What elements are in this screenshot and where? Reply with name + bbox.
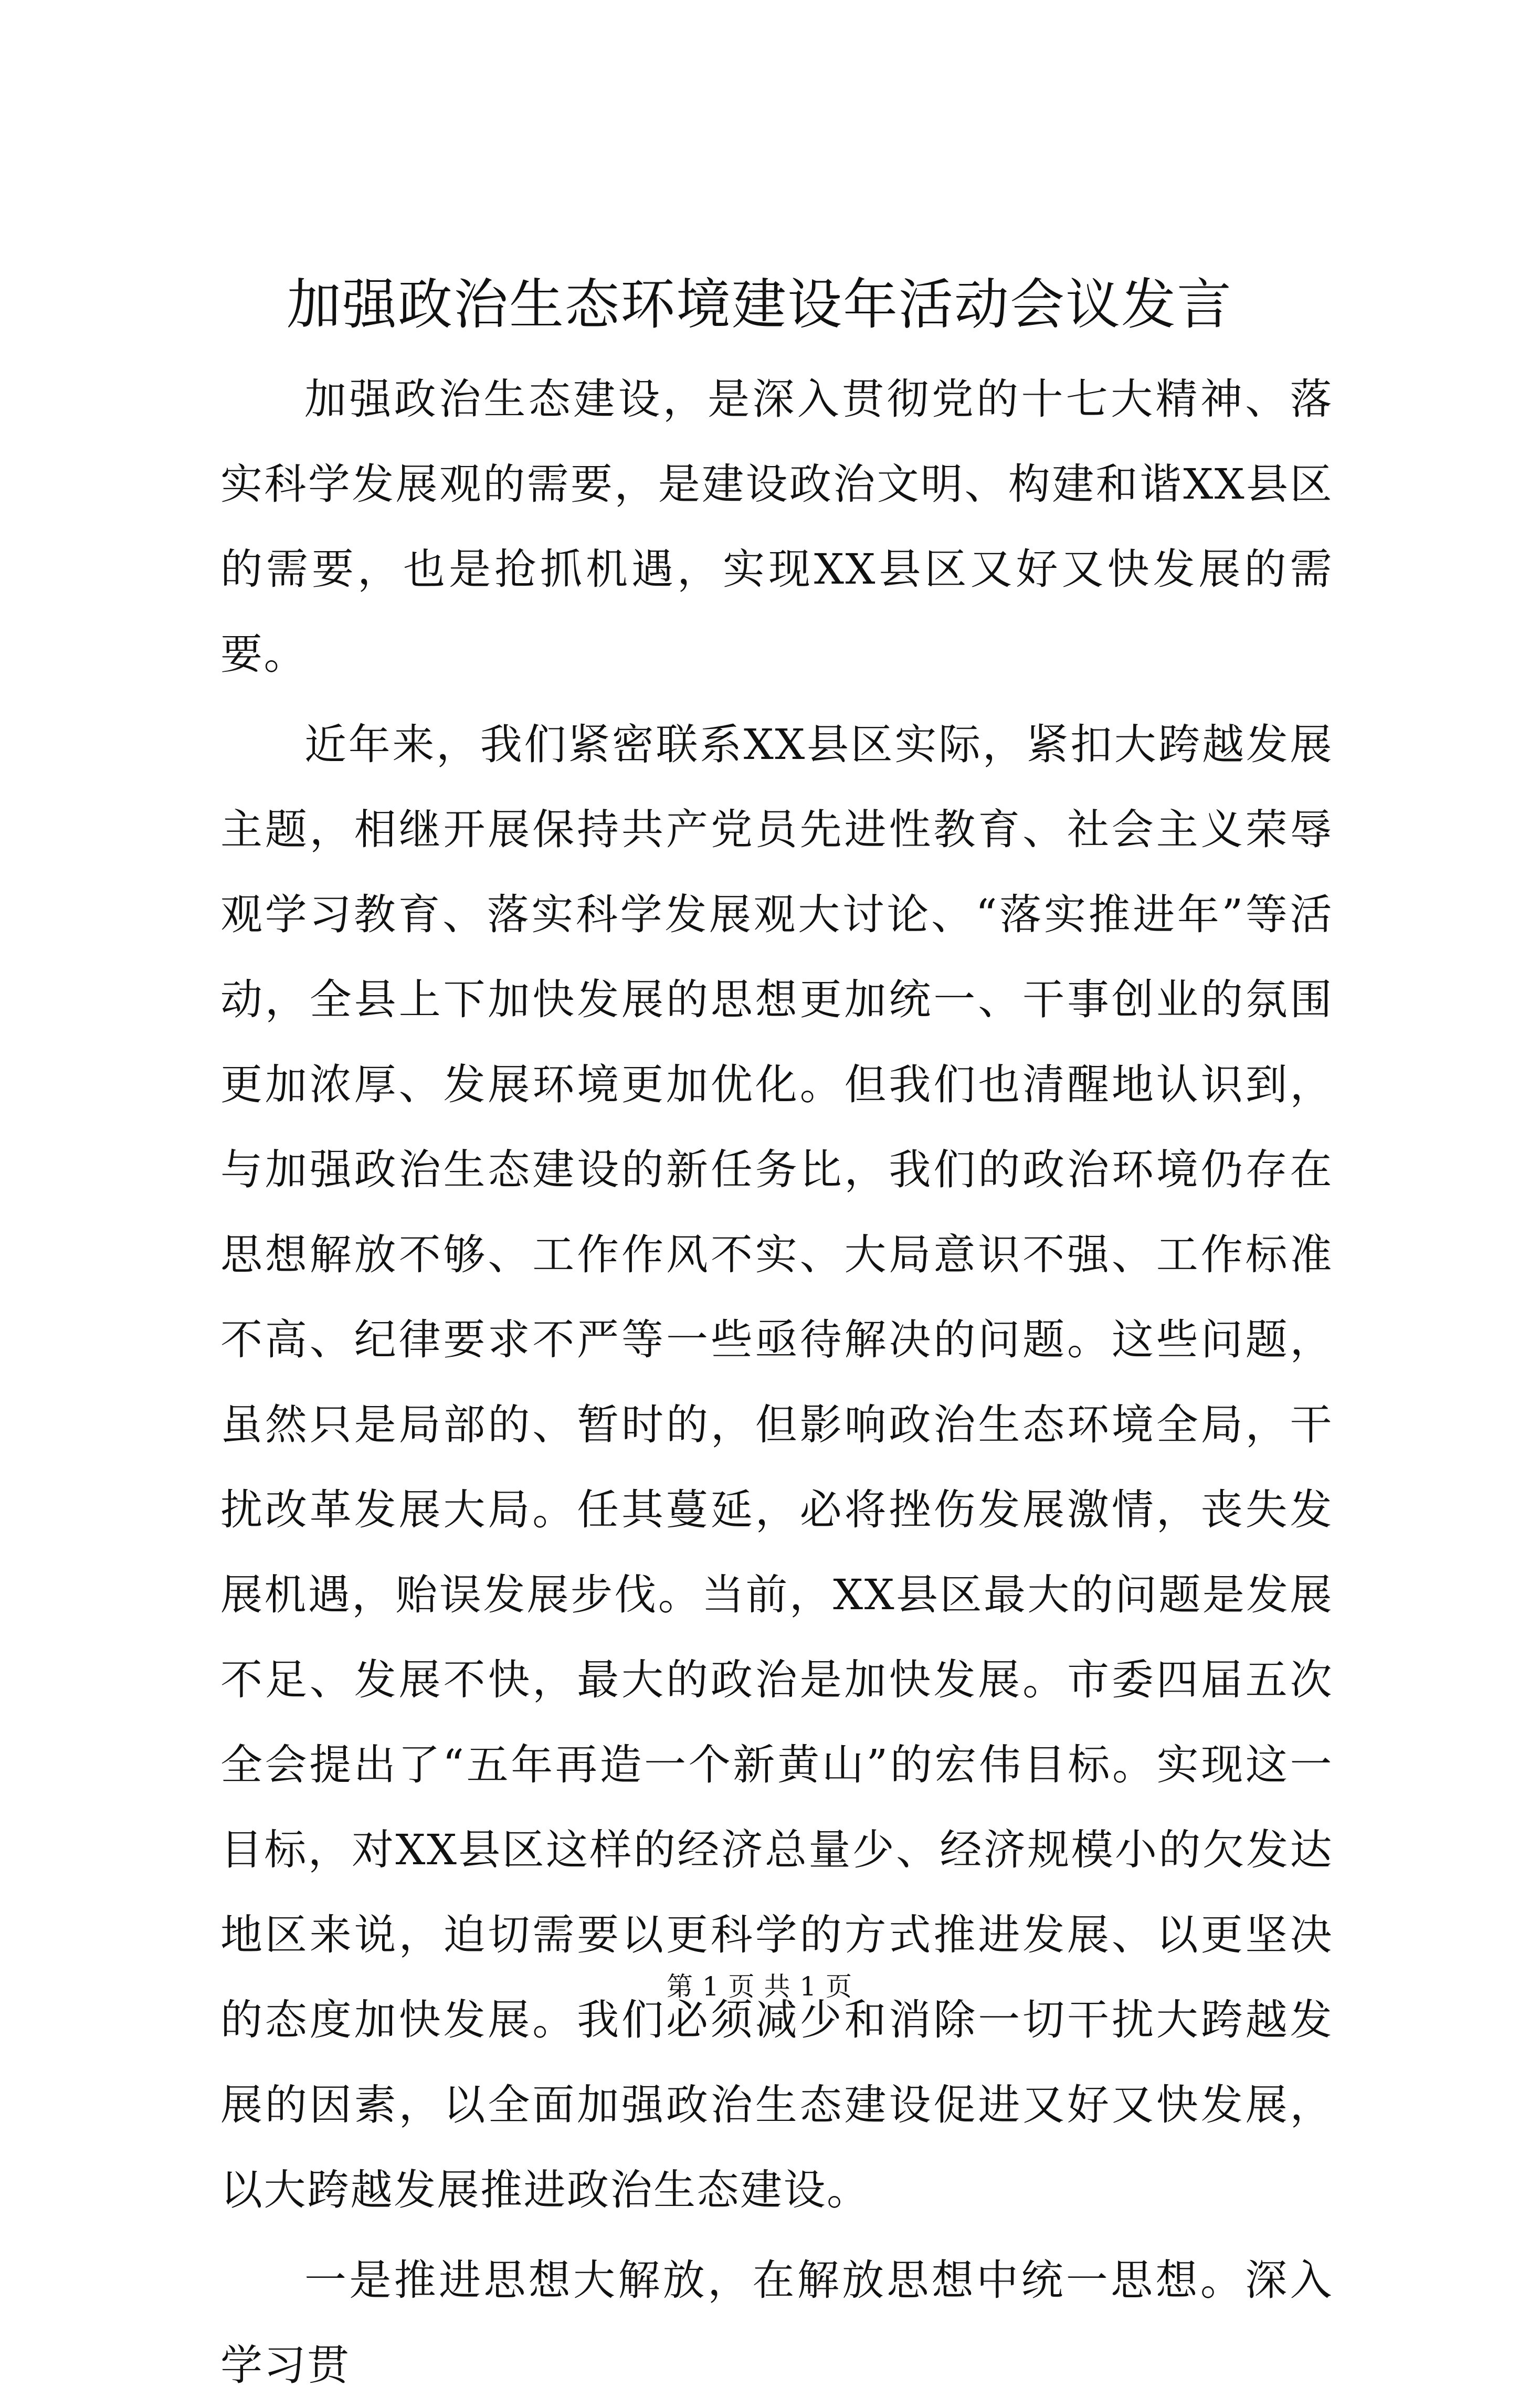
paragraph: 一是推进思想大解放，在解放思想中统一思想。深入学习贯 xyxy=(220,2256,1333,2390)
document-title: 加强政治生态环境建设年活动会议发言 xyxy=(286,272,1232,336)
paragraph: 近年来，我们紧密联系XX县区实际，紧扣大跨越发展主题，相继开展保持共产党员先进性教育、社会主义荣辱观学习教育、落实科学发展观大讨论、“落实推进年”等活动，全县上下加快发展的思想更加统一、干事创业的氛围更加浓厚、发展环境更加优化。但我们也清醒地认识到，与加强政治生态建设的新任务比，我们的政治环境仍存在思想解放不够、工作作风不实、大局意识不强、工作标准不高、纪律要求不严等一些亟待解决的问题。这些问题，虽然只是局部的、暂时的，但影响政治生态环境全局，干扰改革发展大局。任其蔓延，必将挫伤发展激情，丧失发展机遇，贻误发展步伐。当前，XX县区最大的问题是发展不足、发展不快，最大的政治是加快发展。市委四届五次全会提出了“五年再造一个新黄山”的宏伟目标。实现这一目标，对XX县区这样的经济总量少、经济规模小的欠发达地区来说，迫切需要以更科学的方式推进发展、以更坚决的态度加快发展。我们必须减少和消除一切干扰大跨越发展的因素，以全面加强政治生态建设促进又好又快发展，以大跨越发展推进政治生态建设。 xyxy=(220,720,1333,2214)
paragraph: 加强政治生态建设，是深入贯彻党的十七大精神、落实科学发展观的需要，是建设政治文明、构建和谐XX县区的需要，也是抢抓机遇，实现XX县区又好又快发展的需要。 xyxy=(220,375,1333,679)
page-number-footer: 第 1 页 共 1 页 xyxy=(666,1971,853,2002)
document-body xyxy=(220,357,1333,2408)
